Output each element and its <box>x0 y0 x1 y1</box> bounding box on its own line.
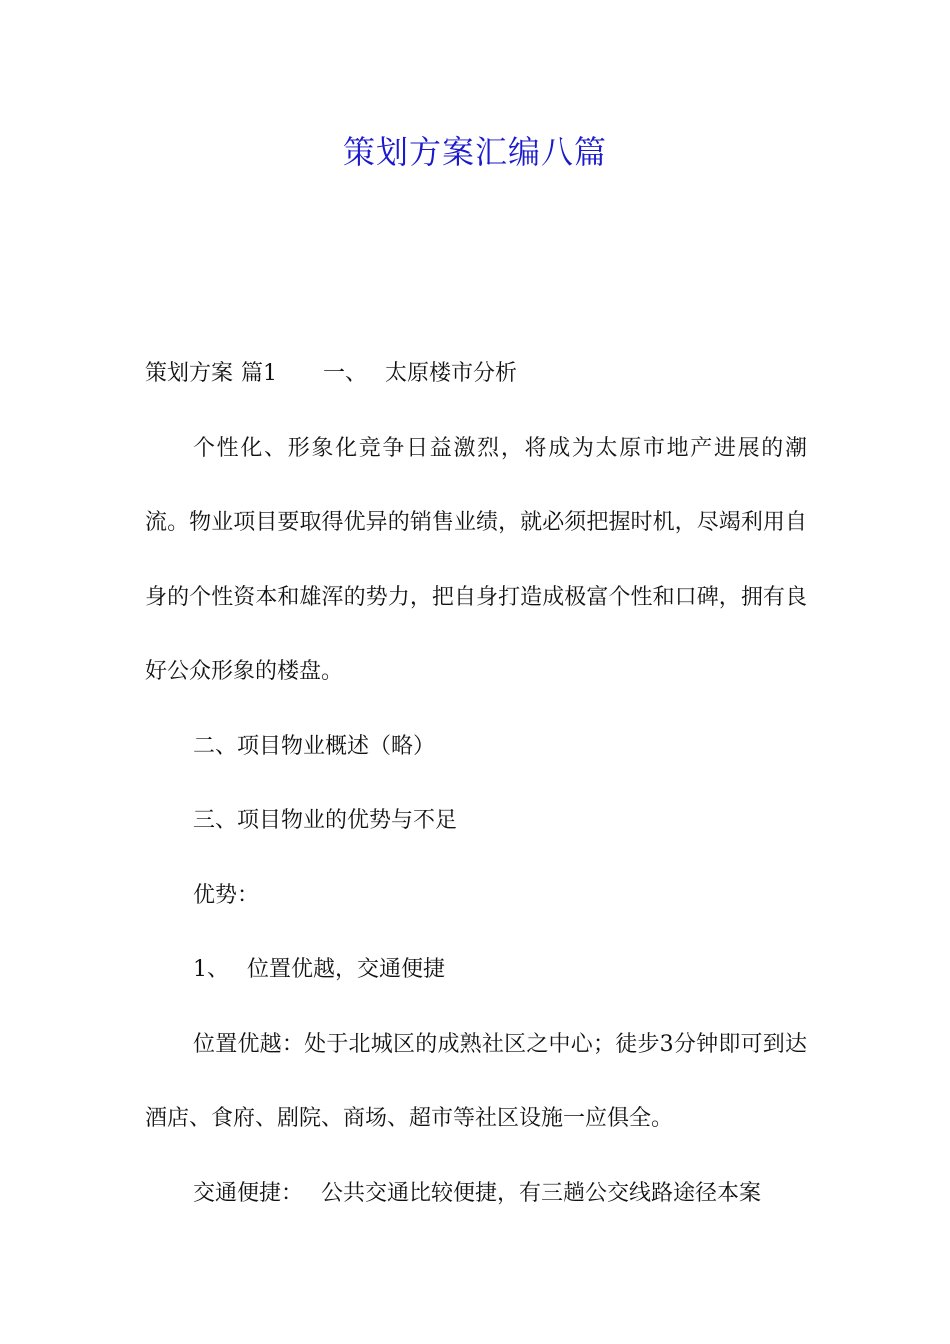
document-body <box>145 337 807 1231</box>
transport-label: 交通便捷： <box>193 1180 304 1206</box>
heading-item-number: 一、 <box>323 361 368 386</box>
transport-text: 公共交通比较便捷，有三趟公交线路途径本案 <box>321 1180 762 1206</box>
heading-label: 策划方案 <box>145 361 234 386</box>
paragraph-location: 位置优越：处于北城区的成熟社区之中心；徒步3分钟即可到达酒店、食府、剧院、商场、超市等社区设施一应俱全。 <box>145 1031 807 1131</box>
list-item-number: 1、 <box>193 957 229 982</box>
document-title: 策划方案汇编八篇 <box>342 133 607 171</box>
section-heading <box>145 337 807 412</box>
paragraph-advantages-label: 优势： <box>193 882 260 908</box>
paragraph-advantages-heading: 三、项目物业的优势与不足 <box>193 808 458 833</box>
list-item <box>145 933 807 1008</box>
paragraph-intro: 个性化、形象化竞争日益激烈，将成为太原市地产进展的潮流。物业项目要取得优异的销售业绩，就必须把握时机，尽竭利用自身的个性资本和雄浑的势力，把自身打造成极富个性和口碑，拥有良好公众形象的楼盘。 <box>145 435 807 684</box>
paragraph-overview: 二、项目物业概述（略） <box>193 733 436 759</box>
heading-item-text: 太原楼市分析 <box>385 361 518 386</box>
heading-section: 篇1 <box>241 361 278 386</box>
list-item-text: 位置优越，交通便捷 <box>247 957 446 982</box>
paragraph-transport <box>145 1157 807 1232</box>
